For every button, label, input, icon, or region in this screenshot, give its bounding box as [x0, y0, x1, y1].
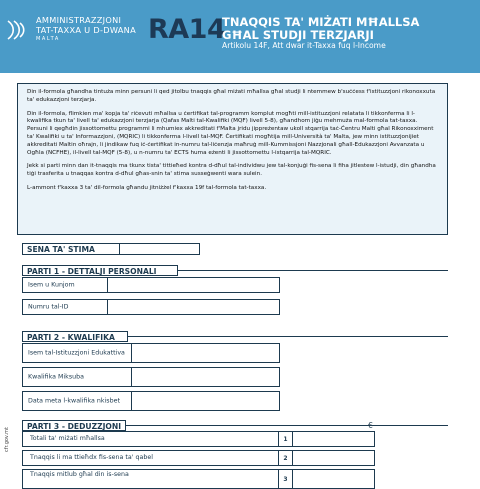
carried-forward-amount-field[interactable]	[291, 451, 374, 465]
qualification-date-label: Data meta l-kwalifika nkisbet	[28, 397, 120, 405]
form-code: RA14	[148, 14, 226, 45]
qualification-date-field[interactable]	[131, 391, 280, 411]
total-fees-amount-field[interactable]	[291, 432, 374, 446]
claim-year-label: SENA TA' STIMA	[22, 243, 120, 255]
agency-line-2: TAT-TAXXA U D-DWANA	[36, 25, 136, 35]
qualification-row	[22, 367, 280, 387]
form-title-line-2: GĦAL STUDJI TERZJARJI	[222, 27, 374, 42]
deduction-label: Tnaqqis mitlub għal din is-sena	[30, 471, 129, 478]
deduction-row	[22, 431, 375, 447]
deduction-label: Tnaqqis li ma ttieħdx fis-sena ta' qabel	[30, 454, 153, 461]
institution-field[interactable]	[131, 343, 280, 363]
institution-label: Isem tal-Istituzzjoni Edukattiva	[28, 349, 125, 357]
agency-name	[36, 15, 136, 44]
instructions-box	[17, 83, 448, 235]
deduction-row	[22, 450, 375, 466]
instructions-paragraph: Din il-formola għandha tintuża minn persuni li qed jitolbu tnaqqis għal miżati mħallsa għal studji li ntemmew b'suċċess f'istituzzjoni rikonoxxuta ta' edukazzjoni terzjarja.	[27, 89, 436, 103]
claim-year-field[interactable]	[120, 243, 200, 255]
part3-divider	[126, 425, 448, 426]
agency-country: MALTA	[36, 36, 60, 42]
form-title-line-1: TNAQQIS TA' MIŻATI MĦALLSA	[222, 15, 420, 29]
institution-row	[22, 343, 280, 363]
agency-line-1: AMMINISTRAZZJONI	[36, 15, 122, 25]
part1-divider	[178, 270, 448, 271]
claimed-amount-field[interactable]	[291, 470, 374, 488]
qualification-date-row	[22, 391, 280, 411]
full-name-row	[22, 277, 280, 293]
side-website-text: cfr.gov.mt	[4, 427, 10, 452]
box-number: 3	[278, 469, 293, 489]
qualification-label: Kwalifika Miksuba	[28, 373, 84, 381]
instructions-paragraph: L-ammont f'kaxxa 3 ta' dil-formola għandu jitniżżel f'kaxxa 19f tal-formola tat-taxxa.	[27, 184, 267, 191]
header-banner	[0, 0, 480, 73]
box-number: 2	[278, 450, 293, 466]
form-subtitle: Artikolu 14F, Att dwar it-Taxxa fuq l-Income	[222, 41, 386, 50]
full-name-field[interactable]	[107, 277, 280, 293]
id-number-field[interactable]	[107, 299, 280, 315]
full-name-label: Isem u Kunjom	[28, 281, 75, 289]
form-title	[222, 16, 419, 41]
part2-title: PARTI 2 - KWALIFIKA	[22, 331, 128, 342]
currency-symbol: €	[368, 421, 373, 430]
instructions-paragraph: Jekk si parti minn dan it-tnaqqis ma tkunx tista' tittieħed kontra d-dħul tal-individwu jew tal-konjuġi fis-sena li fiha jitlestew l-istudji, din għandha tiġi trasferita u tnaqqas kontra d-dħul għas-snin ta' stima susseġwenti wara sulein.	[27, 163, 436, 178]
instructions-paragraph: Din il-formola, flimkien ma' kopja ta' riċevuti mħallsa u ċertifikat tal-programm komplut mogħti mill-istituzzjoni relatata li tikkonferma li l-kwalifika tkun ta' livell ta' edukazzjoni terzjarja (Qafas Malti tal-Kwalifiki (MQF) livell 5-8), għandhom jiġu mehmuża mal-formola tat-taxxa. Persuni li qegħdin jissottomettu programmi li mhumiex akkreditati f'Malta jridu jippreżentaw ukoll stqarrija taċ-Ċentru Malti għal Rikonoxximent ta' Kwalifiki u ta' Informazzjoni, (MQRIC) li tikkonferma l-livell tal-MQF. Ċertifikati mogħtija mill-Università ta' Malta, jew minn istituzzjonijiet akkreditati Maltin oħrajn, li jindikaw fuq iċ-ċertifikat in-numru tal-liċenzja maħruġ mill-Kummissjoni Nazzjonali għall-Edukazzjoni Avvanzata u Ogħla (NCFHE), il-livell tal-MQF (5-8), u n-numru ta' ECTS huma eżenti li jissottomettu l-istqarrija tal-MQRIC.	[27, 110, 434, 156]
deduction-row	[22, 469, 375, 489]
deduction-label: Totali ta' miżati mħallsa	[30, 435, 105, 442]
id-number-row	[22, 299, 280, 315]
part1-title: PARTI 1 - DETTALJI PERSONALI	[22, 265, 178, 276]
box-number: 1	[278, 431, 293, 447]
qualification-field[interactable]	[131, 367, 280, 387]
agency-logo-icon	[5, 17, 31, 43]
part2-divider	[128, 336, 448, 337]
id-number-label: Numru tal-ID	[28, 303, 69, 311]
part3-title: PARTI 3 - DEDUZZJONI	[22, 420, 126, 431]
